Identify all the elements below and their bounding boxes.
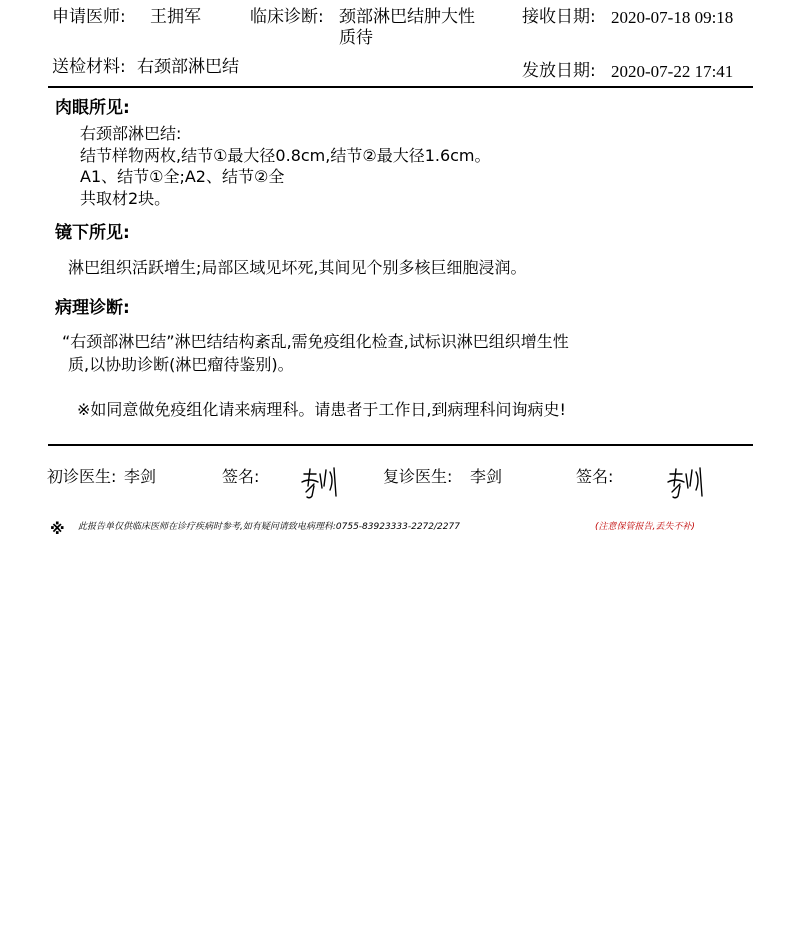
initial-doctor: 李剑 — [124, 467, 157, 486]
sign-label-1: 签名: — [222, 467, 260, 486]
microscopic-text: 淋巴组织活跃增生;局部区域见坏死,其间见个别多核巨细胞浸润。 — [68, 258, 527, 277]
specimen: 右颈部淋巴结 — [137, 57, 239, 77]
gross-line: 共取材2块。 — [80, 189, 171, 208]
clinical-diagnosis-line1: 颈部淋巴结肿大性 — [339, 7, 475, 27]
diagnosis-line1: “右颈部淋巴结”淋巴结结构紊乱,需免疫组化检查,试标识淋巴组织增生性 — [62, 332, 569, 351]
diagnosis-note: ※如同意做免疫组化请来病理科。请患者于工作日,到病理科问询病史! — [77, 400, 566, 419]
issued-date: 2020-07-22 17:41 — [611, 62, 734, 81]
footer-warning: (注意保管报告,丢失不补) — [595, 522, 695, 532]
sign-label-2: 签名: — [576, 467, 614, 486]
footer-mark: ※ — [50, 520, 65, 538]
signature-image — [300, 466, 346, 500]
header-divider — [48, 86, 753, 88]
gross-line: 右颈部淋巴结: — [80, 124, 182, 143]
diagnosis-line2: 质,以协助诊断(淋巴瘤待鉴别)。 — [68, 355, 294, 374]
gross-title: 肉眼所见: — [55, 98, 130, 118]
diagnosis-title: 病理诊断: — [55, 298, 130, 318]
initial-doctor-label: 初诊医生: — [47, 467, 117, 486]
gross-line: A1、结节①全;A2、结节②全 — [80, 167, 285, 186]
received-date-label: 接收日期: — [522, 7, 596, 27]
specimen-label: 送检材料: — [52, 57, 126, 77]
review-doctor: 李剑 — [470, 467, 503, 486]
received-date: 2020-07-18 09:18 — [611, 8, 734, 27]
footer-disclaimer: 此报告单仅供临床医师在诊疗疾病时参考,如有疑问请致电病理科:0755-83923333-2272/2277 — [78, 522, 460, 532]
clinical-diagnosis-label: 临床诊断: — [250, 7, 324, 27]
review-doctor-label: 复诊医生: — [383, 467, 453, 486]
requesting-doctor-label: 申请医师: — [52, 7, 126, 27]
microscopic-title: 镜下所见: — [55, 223, 130, 243]
requesting-doctor: 王拥军 — [150, 7, 201, 27]
issued-date-label: 发放日期: — [522, 61, 596, 81]
body-divider — [48, 444, 753, 446]
gross-line: 结节样物两枚,结节①最大径0.8cm,结节②最大径1.6cm。 — [80, 146, 491, 165]
clinical-diagnosis-line2: 质待 — [339, 28, 373, 48]
signature-image — [666, 466, 712, 500]
